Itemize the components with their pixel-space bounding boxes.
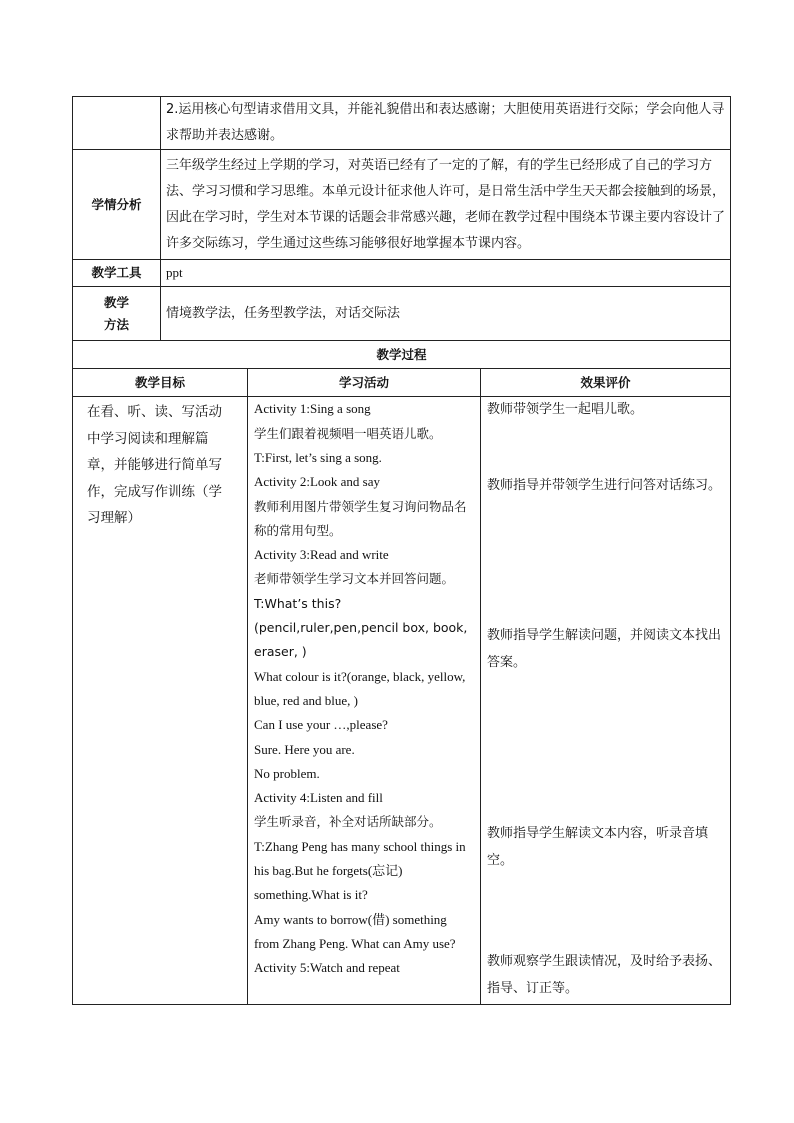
- tools-value: ppt: [161, 260, 731, 287]
- activity-line: Activity 1:Sing a song: [254, 401, 371, 417]
- activity-line: Amy wants to borrow(借) something from Zhang Peng. What can Amy use?: [254, 911, 456, 951]
- lesson-plan-table: [72, 96, 731, 1005]
- activity-line: Activity 5:Watch and repeat: [254, 960, 400, 976]
- goal-text: 在看、听、读、写活动中学习阅读和理解篇章，并能够进行简单写作，完成写作训练（学习理解）: [87, 404, 222, 527]
- method-label-line-2: 方法: [103, 316, 129, 332]
- activity-line: Activity 2:Look and say: [254, 474, 381, 490]
- goal-continuation-text: 2.运用核心句型请求借用文具，并能礼貌借出和表达感谢；大胆使用英语进行交际；学会向他人寻求帮助并表达感谢。: [161, 97, 731, 150]
- activity-line: Activity 4:Listen and fill: [254, 790, 383, 806]
- activity-line: Activity 3:Read and write: [254, 547, 389, 563]
- activity-line: What colour is it?(orange, black, yellow, blue, red and blue, ): [254, 668, 466, 708]
- evaluation-item: 教师指导并带领学生进行问答对话练习。: [487, 478, 722, 494]
- evaluation-cell: [481, 397, 731, 1005]
- process-title: 教学过程: [73, 341, 731, 369]
- col-header-evaluation: 效果评价: [481, 369, 731, 397]
- activity-line: 学生听录音，补全对话所缺部分。: [254, 814, 442, 830]
- activity-line: 老师带领学生学习文本并回答问题。T:What’s this?(pencil,ruler,pen,pencil box, book, eraser, ): [254, 571, 468, 660]
- situation-label: 学情分析: [73, 150, 161, 260]
- situation-text: 三年级学生经过上学期的学习，对英语已经有了一定的了解，有的学生已经形成了自己的学习方法、学习习惯和学习思维。本单元设计征求他人许可，是日常生活中学生天天都会接触到的场景，因此在学习时，学生对本节课的话题会非常感兴趣，老师在教学过程中围绕本节课主要内容设计了许多交际练习，学生通过这些练习能够很好地掌握本节课内容。: [161, 150, 731, 260]
- col-header-goal: 教学目标: [73, 369, 248, 397]
- evaluation-item: 教师指导学生解读文本内容，听录音填空。: [487, 826, 709, 868]
- evaluation-item: 教师指导学生解读问题，并阅读文本找出答案。: [487, 628, 722, 670]
- activity-line: Can I use your …,please?: [254, 717, 388, 733]
- method-label: [73, 287, 161, 341]
- evaluation-item: 教师观察学生跟读情况，及时给予表扬、指导、订正等。: [487, 954, 722, 996]
- evaluation-item: 教师带领学生一起唱儿歌。: [487, 402, 644, 418]
- activity-line: T:First, let’s sing a song.: [254, 450, 382, 465]
- tools-label: 教学工具: [73, 260, 161, 287]
- goal-cell: [73, 397, 248, 1005]
- method-value: 情境教学法，任务型教学法，对话交际法: [161, 287, 731, 341]
- goal-continuation-label-cell: [73, 97, 161, 150]
- col-header-activity: 学习活动: [248, 369, 481, 397]
- activity-line: No problem.: [254, 765, 320, 781]
- activity-line: Sure. Here you are.: [254, 741, 355, 757]
- activity-line: 学生们跟着视频唱一唱英语儿歌。: [254, 425, 442, 441]
- activity-line: T:Zhang Peng has many school things in his bag.But he forgets(忘记) something.What is it?: [254, 838, 466, 903]
- activity-line: 教师利用图片带领学生复习询问物品名称的常用句型。: [254, 498, 467, 538]
- method-label-line-1: 教学: [103, 294, 129, 310]
- activity-cell: [248, 397, 481, 1005]
